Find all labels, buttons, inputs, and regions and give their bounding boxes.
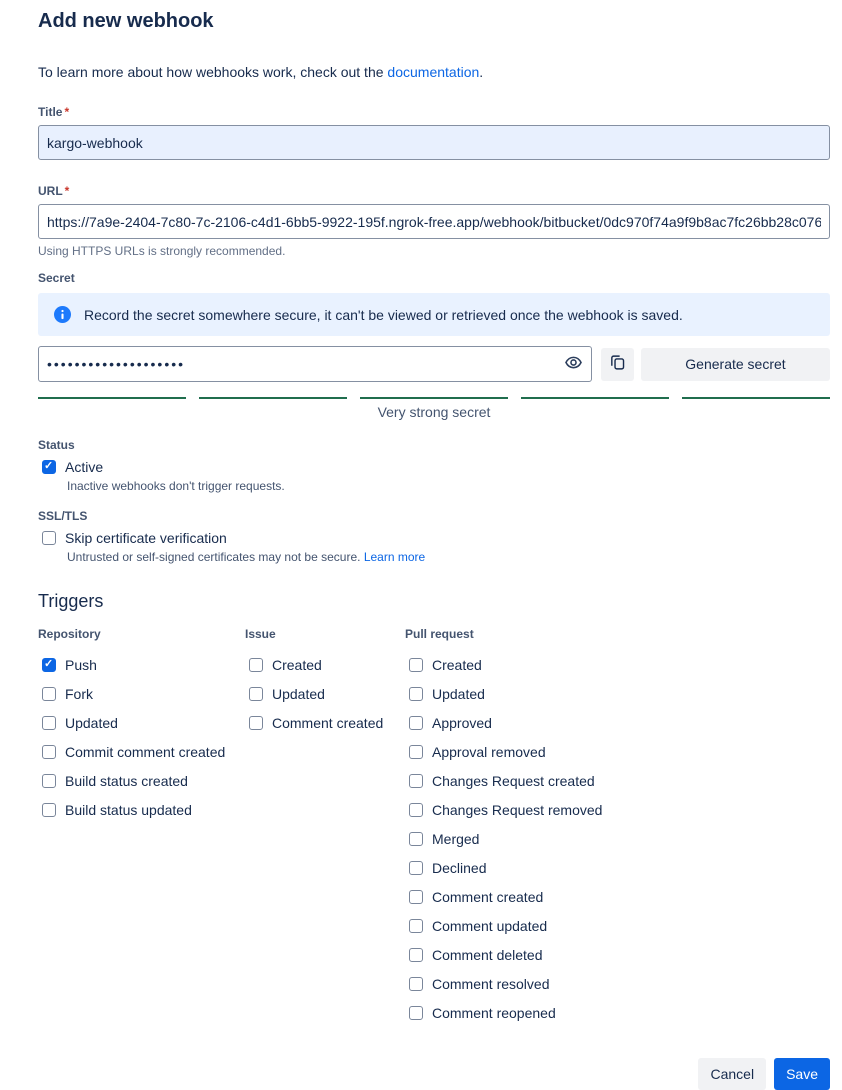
trigger-label: Push xyxy=(65,657,97,673)
trigger-label: Approval removed xyxy=(432,744,546,760)
info-icon xyxy=(54,306,71,323)
trigger-build-status-created-row[interactable] xyxy=(38,773,245,789)
trigger-pr-comment-updated-row[interactable] xyxy=(405,918,830,934)
trigger-pr-updated-row[interactable] xyxy=(405,686,830,702)
trigger-label: Created xyxy=(432,657,482,673)
ssl-helper-text: Untrusted or self-signed certificates may not be secure. Learn more xyxy=(67,550,426,564)
strength-label: Very strong secret xyxy=(377,404,491,420)
trigger-pr-comment-resolved-row[interactable] xyxy=(405,976,830,992)
trigger-pr-comment-resolved-checkbox[interactable] xyxy=(409,977,423,991)
trigger-commit-comment-created-row[interactable] xyxy=(38,744,245,760)
title-field-label: Title * xyxy=(38,105,70,119)
status-helper-text: Inactive webhooks don't trigger requests. xyxy=(67,479,285,493)
webhook-form xyxy=(38,10,830,1090)
trigger-push-row[interactable] xyxy=(38,657,245,673)
trigger-pr-changes-request-removed-checkbox[interactable] xyxy=(409,803,423,817)
status-section-label: Status xyxy=(38,438,75,452)
trigger-issue-updated-checkbox[interactable] xyxy=(249,687,263,701)
trigger-push-checkbox[interactable] xyxy=(42,658,56,672)
trigger-pr-merged-row[interactable] xyxy=(405,831,830,847)
active-checkbox[interactable] xyxy=(42,460,56,474)
trigger-pr-declined-row[interactable] xyxy=(405,860,830,876)
trigger-label: Updated xyxy=(432,686,485,702)
triggers-heading: Triggers xyxy=(38,591,104,611)
trigger-issue-comment-created-row[interactable] xyxy=(245,715,405,731)
show-secret-button[interactable] xyxy=(562,351,585,377)
secret-field-label: Secret xyxy=(38,271,75,285)
url-helper-text: Using HTTPS URLs is strongly recommended. xyxy=(38,244,286,258)
trigger-repo-updated-row[interactable] xyxy=(38,715,245,731)
copy-icon xyxy=(609,354,626,374)
trigger-pr-comment-reopened-row[interactable] xyxy=(405,1005,830,1021)
trigger-pr-comment-updated-checkbox[interactable] xyxy=(409,919,423,933)
trigger-build-status-updated-checkbox[interactable] xyxy=(42,803,56,817)
active-checkbox-row[interactable] xyxy=(38,459,830,475)
trigger-build-status-updated-row[interactable] xyxy=(38,802,245,818)
trigger-label: Updated xyxy=(65,715,118,731)
trigger-issue-created-checkbox[interactable] xyxy=(249,658,263,672)
secret-info-banner xyxy=(38,293,830,336)
skip-cert-checkbox[interactable] xyxy=(42,531,56,545)
required-asterisk: * xyxy=(64,105,70,119)
cancel-button[interactable]: Cancel xyxy=(698,1058,766,1090)
trigger-pr-changes-request-created-checkbox[interactable] xyxy=(409,774,423,788)
strength-segment xyxy=(521,397,669,399)
trigger-label: Comment updated xyxy=(432,918,548,934)
trigger-label: Comment resolved xyxy=(432,976,550,992)
issue-column-header: Issue xyxy=(245,627,276,641)
generate-secret-button[interactable]: Generate secret xyxy=(641,348,830,381)
secret-input[interactable] xyxy=(38,346,592,382)
title-input[interactable] xyxy=(38,125,830,160)
trigger-pr-changes-request-created-row[interactable] xyxy=(405,773,830,789)
page-title: Add new webhook xyxy=(38,10,214,32)
trigger-issue-updated-row[interactable] xyxy=(245,686,405,702)
secret-input-wrap xyxy=(38,346,592,382)
trigger-label: Changes Request removed xyxy=(432,802,603,818)
trigger-pr-comment-deleted-row[interactable] xyxy=(405,947,830,963)
trigger-pr-created-checkbox[interactable] xyxy=(409,658,423,672)
url-field-label: URL * xyxy=(38,184,70,198)
trigger-label: Fork xyxy=(65,686,93,702)
trigger-pr-comment-created-checkbox[interactable] xyxy=(409,890,423,904)
skip-cert-checkbox-label: Skip certificate verification xyxy=(65,530,227,546)
repository-column-header: Repository xyxy=(38,627,101,641)
trigger-label: Comment deleted xyxy=(432,947,543,963)
trigger-build-status-created-checkbox[interactable] xyxy=(42,774,56,788)
trigger-pr-merged-checkbox[interactable] xyxy=(409,832,423,846)
trigger-label: Build status updated xyxy=(65,802,192,818)
save-button[interactable]: Save xyxy=(774,1058,830,1090)
strength-segment xyxy=(360,397,508,399)
trigger-pr-approved-row[interactable] xyxy=(405,715,830,731)
trigger-label: Commit comment created xyxy=(65,744,226,760)
triggers-grid xyxy=(38,627,830,1034)
learn-more-link[interactable]: Learn more xyxy=(363,550,426,564)
strength-segment xyxy=(199,397,347,399)
trigger-label: Approved xyxy=(432,715,492,731)
trigger-label: Comment created xyxy=(432,889,544,905)
trigger-pr-approval-removed-checkbox[interactable] xyxy=(409,745,423,759)
trigger-label: Declined xyxy=(432,860,487,876)
trigger-label: Changes Request created xyxy=(432,773,595,789)
eye-icon xyxy=(564,353,583,375)
trigger-repo-updated-checkbox[interactable] xyxy=(42,716,56,730)
intro-text xyxy=(38,64,830,81)
trigger-pr-comment-reopened-checkbox[interactable] xyxy=(409,1006,423,1020)
trigger-label: Build status created xyxy=(65,773,188,789)
repository-column xyxy=(38,627,245,1034)
secret-info-message: Record the secret somewhere secure, it can't be viewed or retrieved once the webhook is saved. xyxy=(84,306,683,323)
intro-prefix: To learn more about how webhooks work, check out the xyxy=(38,64,388,80)
trigger-fork-row[interactable] xyxy=(38,686,245,702)
strength-segment xyxy=(682,397,830,399)
trigger-label: Comment reopened xyxy=(432,1005,556,1021)
trigger-pr-approval-removed-row[interactable] xyxy=(405,744,830,760)
required-asterisk: * xyxy=(64,184,70,198)
pull-request-column xyxy=(405,627,830,1034)
trigger-pr-approved-checkbox[interactable] xyxy=(409,716,423,730)
trigger-issue-comment-created-checkbox[interactable] xyxy=(249,716,263,730)
form-footer xyxy=(38,1058,830,1090)
ssl-section-label: SSL/TLS xyxy=(38,509,88,523)
trigger-pr-created-row[interactable] xyxy=(405,657,830,673)
intro-suffix: . xyxy=(479,64,484,80)
pull-request-column-header: Pull request xyxy=(405,627,474,641)
secret-row xyxy=(38,346,830,382)
trigger-label: Created xyxy=(272,657,322,673)
trigger-label: Updated xyxy=(272,686,325,702)
url-input[interactable] xyxy=(38,204,830,239)
issue-column xyxy=(245,627,405,1034)
secret-strength-meter xyxy=(38,397,830,399)
skip-cert-checkbox-row[interactable] xyxy=(38,530,830,546)
trigger-label: Comment created xyxy=(272,715,384,731)
trigger-label: Merged xyxy=(432,831,480,847)
trigger-fork-checkbox[interactable] xyxy=(42,687,56,701)
trigger-commit-comment-created-checkbox[interactable] xyxy=(42,745,56,759)
documentation-link[interactable]: documentation xyxy=(387,64,480,80)
trigger-pr-comment-created-row[interactable] xyxy=(405,889,830,905)
strength-segment xyxy=(38,397,186,399)
trigger-pr-updated-checkbox[interactable] xyxy=(409,687,423,701)
trigger-pr-comment-deleted-checkbox[interactable] xyxy=(409,948,423,962)
trigger-pr-changes-request-removed-row[interactable] xyxy=(405,802,830,818)
trigger-issue-created-row[interactable] xyxy=(245,657,405,673)
copy-secret-button[interactable] xyxy=(601,348,634,381)
active-checkbox-label: Active xyxy=(65,459,104,475)
trigger-pr-declined-checkbox[interactable] xyxy=(409,861,423,875)
